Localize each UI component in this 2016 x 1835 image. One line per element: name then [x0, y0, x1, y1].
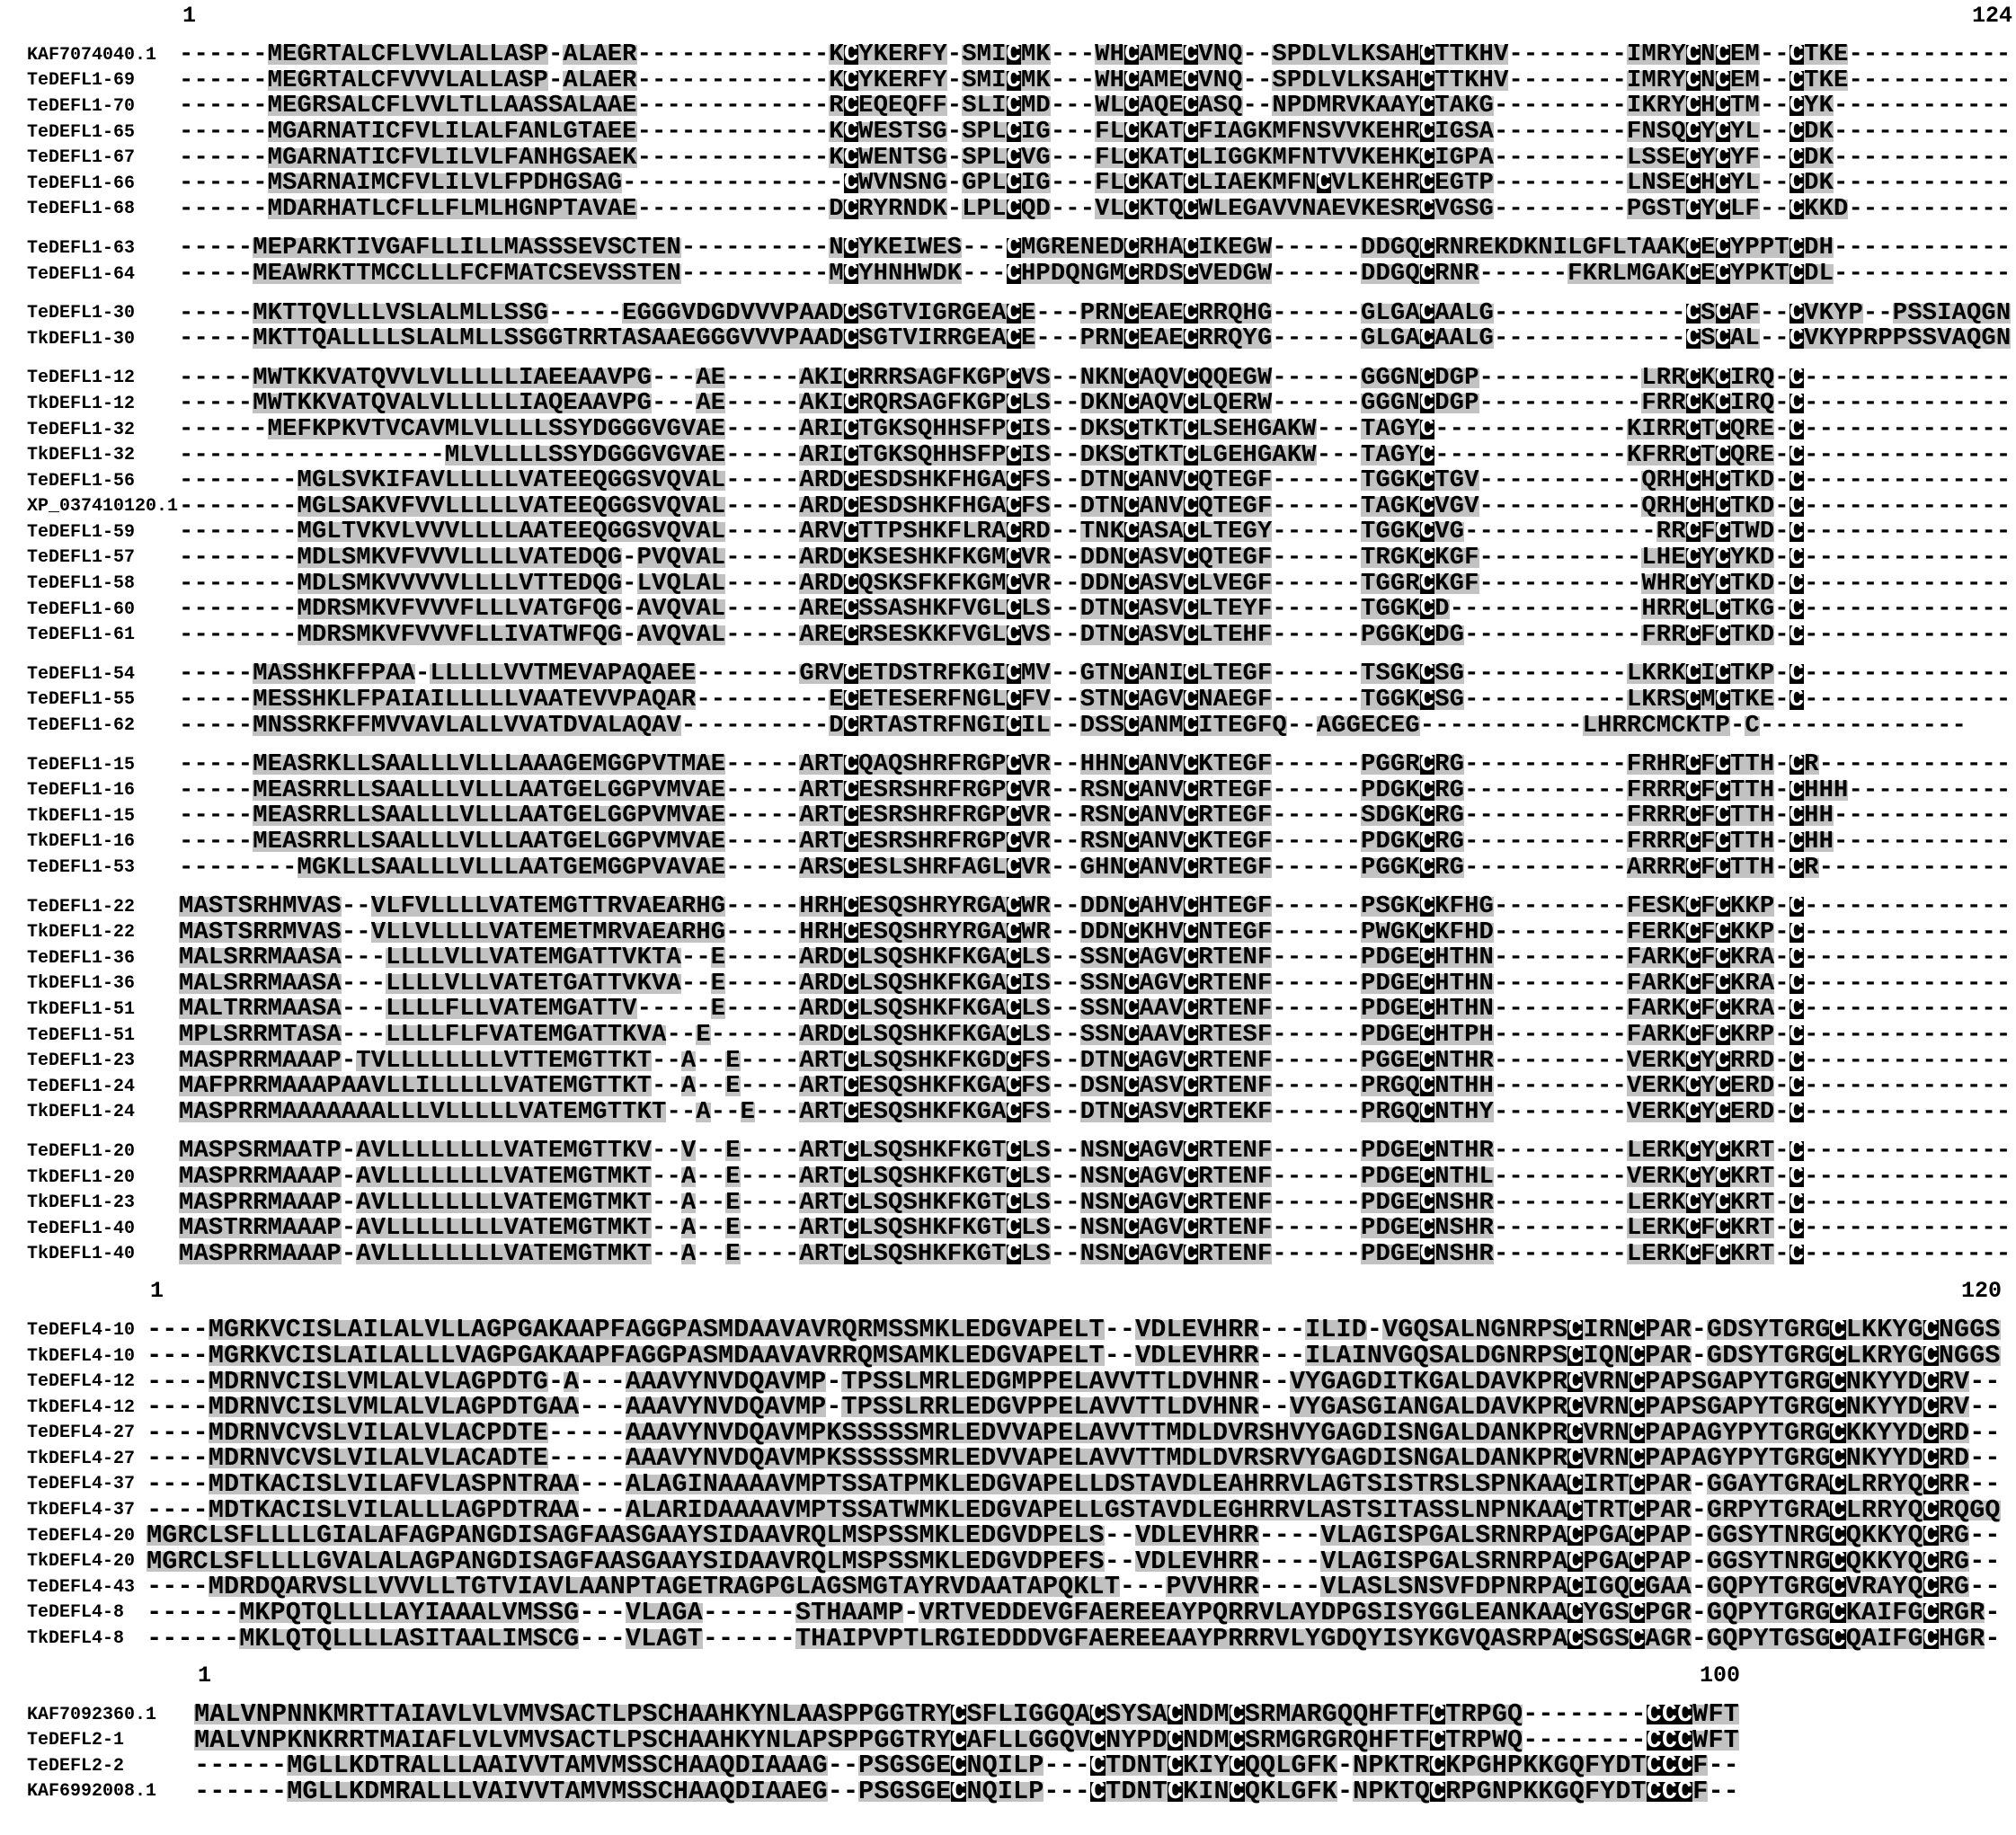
sequence-text: --------MGLSAKVFVVLLLLLVATEEQGGSVQVAL-----ARDCESDSHKFHGACFS--DTNCANVCQTEGF------TAGKCVGV-----------QRHCHCTKD-C-------------- [179, 492, 2012, 520]
sequence-label: TeDEFL1-63 [27, 237, 136, 259]
sequence-text: --------MGLTVKVLVVVLLLLAATEEQGGSVQVAL-----ARVCTTPSHKFLRACRD--TNKCASACLTEGY------TGGKCVG-------------RRCFCTWD-C-------------- [179, 518, 2012, 546]
sequence-label: TkDEFL4-37 [27, 1500, 136, 1521]
sequence-label: TkDEFL1-20 [27, 1166, 136, 1188]
sequence-text: MALTRRMAASA---LLLLFLLVATEMGATTV-----E-----ARDCLSQSHKFKGACLS--SSNCAAVCRTENF------PDGECHTHN---------FARKCFCKRA-C-------------- [179, 995, 2012, 1024]
column-ruler [179, 4, 2012, 29]
sequence-row [0, 997, 2016, 1023]
sequence-text: MASPRRMAAAP-TVLLLLLLLLVTTEMGTTKT--A--E----ARTCLSQSHKFKGDCFS--DTNCAGVCRTENF------PGGECNTHR---------VERKCYCRRD-C-------------- [179, 1046, 2012, 1075]
sequence-label: TeDEFL1-62 [27, 715, 136, 737]
sequence-label: TeDEFL1-57 [27, 547, 136, 569]
sequence-label: TeDEFL1-20 [27, 1140, 136, 1162]
sequence-text: ------MGLLKDTRALLLAAIVVTAMVMSSCHAAQDIAAAG--PSGSGECNQILP---CTDNTCKIYCQQLGFK-NPKTRCKPGHPKKGQFYDTCCCF-- [194, 1751, 1739, 1781]
sequence-label: KAF7074040.1 [27, 44, 157, 66]
sequence-label: TeDEFL1-68 [27, 199, 136, 220]
sequence-label: TkDEFL4-20 [27, 1551, 136, 1573]
sequence-label: TeDEFL1-65 [27, 121, 136, 143]
sequence-text: MGRCLSFLLLLGVALALAGPANGDISAGFAASGAAYSIDAAVRQLMSPSSMKLEDGVDPEFS--VDLEVHRR----VLAGISPGALSRNRPACPGACPAP-GGSYTNRGCQKKYQCRG-- [147, 1546, 2001, 1576]
sequence-text: MASPSRMAATP-AVLLLLLLLLVATEMGTTKV--V--E----ARTCLSQSHKFKGTCLS--NSNCAGVCRTENF------PDGECNTHR---------LERKCYCKRT-C-------------- [179, 1137, 2012, 1166]
sequence-label: TeDEFL1-67 [27, 147, 136, 169]
sequence-row [0, 1574, 2016, 1600]
sequence-text: -----MKTTQVLLLVSLALMLLSSG-----EGGGVDGDVVVPAADCSGTVIGRGEACE---PRNCEAECRRQHG------GLGACAALG-------------CSCAF--CVKYP--PSSIAQGN [179, 298, 2012, 327]
sequence-row [0, 417, 2016, 443]
sequence-label: TeDEFL1-59 [27, 521, 136, 543]
sequence-text: ------------------MLVLLLLSSYDGGGVGVAE-----ARICTGKSQHHSFPCIS--DKSCTKTCLGEHGAKW---TAGYC-------------KFRRCTCQRE-C-------------- [179, 440, 2012, 469]
sequence-row [0, 1239, 2016, 1268]
sequence-group [0, 1699, 2016, 1806]
sequence-label: TeDEFL1-69 [27, 70, 136, 92]
sequence-label: TeDEFL1-24 [27, 1076, 136, 1097]
sequence-row [0, 1343, 2016, 1370]
sequence-label: TeDEFL1-22 [27, 896, 136, 918]
sequence-text: -----MASSHKFFPAA-LLLLLVVTMEVAPAQAEE-------GRVCETDSTRFKGICMV--GTNCANICLTEGF------TSGKCSG-----------LKRKCICTKP-C-------------- [179, 660, 2012, 688]
sequence-row [0, 1074, 2016, 1100]
sequence-row [0, 687, 2016, 714]
sequence-text: ------MEGRTALCFLVVLALLASP-ALAER-------------KCYKERFY-SMICMK---WHCAMECVNQ--SPDLVLKSAHCTTKHV--------IMRYCNCEM--CTKE----------- [179, 40, 2012, 69]
sequence-text: MASTSRRMVAS--VLLVLLLLVATEMETMRVAEARHG-----HRHCESQSHRYRGACWR--DDNCKHVCNTEGF------PWGKCKFHD---------FERKCFCKKP-C-------------- [179, 918, 2012, 946]
sequence-text: --------MDLSMKVFVVVLLLLVATEDQG-PVQVAL-----ARDCKSESHKFKGMCVR--DDNCASVCQTEGF------TRGKCKGF-----------LHECYCYKD-C-------------- [179, 543, 2012, 572]
sequence-row [0, 1392, 2016, 1423]
sequence-label: TeDEFL1-66 [27, 173, 136, 194]
sequence-row [0, 326, 2016, 352]
alignment-block-DEFL1-alignment [0, 4, 2016, 1267]
sequence-row [0, 829, 2016, 855]
alignment-block-DEFL2-alignment [0, 1663, 2016, 1804]
sequence-text: -----MKTTQALLLLSLALMLLSSGGTRRTASAAEGGGVVVPAADCSGTVIRRGEACE---PRNCEAECRRQYG------GLGACAALG-------------CSCAL--CVKYPRPPSSVAQGN [179, 324, 2012, 353]
sequence-label: TeDEFL1-32 [27, 419, 136, 440]
sequence-text: --------MDRSMKVFVVVFLLIVATWFQG-AVQVAL-----ARECRSESKKFVGLCVS--DTNCASVCLTEHF------PGGKCDG------------FRRCFCTKD-C-------------- [179, 620, 2012, 649]
sequence-text: -----MWTKKVATQVALVLLLLLIAQEAAVPG---AE-----AKICRQRSAGFKGPCLS--DKNCAQVCLQERW------GGGNCDGP-----------FRRCKCIRQ-C-------------- [179, 389, 2012, 418]
sequence-text: MASPRRMAAAP-AVLLLLLLLLVATEMGTMKT--A--E----ARTCLSQSHKFKGTCLS--NSNCAGVCRTENF------PDGECNTHL---------VERKCYCKRT-C-------------- [179, 1163, 2012, 1192]
sequence-row [0, 894, 2016, 920]
sequence-row [0, 1468, 2016, 1499]
ruler-end-number: 120 [1960, 1278, 2002, 1305]
sequence-row [0, 1597, 2016, 1627]
sequence-row [0, 1417, 2016, 1448]
sequence-text: ------MEGRTALCFVVVLALLASP-ALAER-------------KCYKERFY-SMICMK---WHCAMECVNQ--SPDLVLKSAHCTTKHV--------IMRYCNCEM--CTKE----------- [179, 66, 2012, 94]
sequence-label: TkDEFL1-16 [27, 831, 136, 853]
sequence-label: TeDEFL1-51 [27, 1024, 136, 1046]
sequence-label: TkDEFL1-30 [27, 328, 136, 350]
sequence-text: ----MGRKVCISLAILALLLVAGPGAKAAPFAGGPASMDAAVAVRRQMSAMKLEDGVAPELT--VDLEVHRR---ILAINVGQSALDGNRPSCIQNCPAR-GDSYTGRGCLKRYGCNGGS [147, 1341, 2001, 1371]
sequence-row [0, 363, 2016, 392]
sequence-row [0, 1623, 2016, 1653]
ruler-end-number: 100 [1699, 1662, 1740, 1689]
sequence-label: TkDEFL1-32 [27, 445, 136, 466]
sequence-label: TkDEFL1-51 [27, 998, 136, 1020]
sequence-text: MASTSRHMVAS--VLFVLLLLVATEMGTTRVAEARHG-----HRHCESQSHRYRGACWR--DDNCAHVCHTEGF------PSGKCKFHG---------FESKCFCKKP-C-------------- [179, 892, 2012, 921]
sequence-label: TeDEFL1-23 [27, 1050, 136, 1072]
sequence-row [0, 93, 2016, 120]
sequence-label: TkDEFL1-24 [27, 1102, 136, 1123]
sequence-text: MASPRRMAAAP-AVLLLLLLLLVATEMGTMKT--A--E----ARTCLSQSHKFKGTCLS--NSNCAGVCRTENF------PDGECNSHR---------LERKCYCKRT-C-------------- [179, 1188, 2012, 1217]
sequence-row [0, 1724, 2016, 1755]
sequence-text: ----MGRKVCISLAILALVLLAGPGAKAAPFAGGPASMDAAVAVRQRMSSMKLEDGVAPELT--VDLEVHRR---ILID-VGQSALNGNRPSCIRNCPAR-GDSYTGRGCLKKYGCNGGS [147, 1315, 2001, 1345]
sequence-text: MALVNPKNKRRTMAIAFLVLVMVSACTLPSCHAAHKYNLAPSPPGGTRYCAFLLGGQVCNYPDCNDMCSRMGRGRQHFTFCTRPWQ--------CCCWFT [194, 1724, 1739, 1755]
column-ruler [194, 1663, 1740, 1689]
sequence-text: -----MEAWRKTTMCCLLLFCFMATCSEVSSTEN----------MCYHNHWDK---CHPDQNGMCRDSCVEDGW------DDGQCRNR------FKRLMGAKCECYPKTCDL------------ [179, 260, 2012, 288]
sequence-text: -----MEASRKLLSAALLLVLLLAAAGEMGGPVTMAE-----ARTCQAQSHRFRGPCVR--HHNCANVCKTEGF------PGGRCRG-----------FRHRCFCTTH-CR------------- [179, 750, 2012, 779]
sequence-text: -----MEASRRLLSAALLLVLLLAATGELGGPVMVAE-----ARTCESRSHRFRGPCVR--RSNCANVCRTEGF------SDGKCRG-----------FRRRCFCTTH-CHH------------ [179, 802, 2012, 830]
sequence-text: ----MDRNVCISLVMLALVLAGPDTG-A---AAAVYNVDQAVMP-TPSSLMRLEDGMPPELAVVTTLDVHNR--VYGAGDITKGALDAVKPRCVRNCPAPSGAPYTGRGCNKYYDCRV-- [147, 1366, 2001, 1396]
sequence-label: TeDEFL4-12 [27, 1371, 136, 1393]
sequence-row [0, 661, 2016, 687]
sequence-label: TkDEFL4-8 [27, 1628, 125, 1650]
sequence-row [0, 1097, 2016, 1126]
sequence-row [0, 391, 2016, 417]
column-ruler [147, 1279, 2002, 1304]
sequence-group [0, 235, 2016, 287]
sequence-text: -----MEPARKTIVGAFLLILLMASSSEVSCTEN----------NCYKEIWES---CMGRENEDCRHACIKEGW------DDGQCRNREKDKNILGFLTAAKCECYPPTCDH------------ [179, 234, 2012, 262]
sequence-text: ------MDARHATLCFLLFLMLHGNPTAVAE-------------DCRYRNDK-LPLCQD---VLCKTQCWLEGAVVNAEVKESRCVGSG---------PGSTCYCLF--CKKD----------- [179, 194, 2012, 223]
sequence-row [0, 171, 2016, 197]
sequence-group [0, 363, 2016, 649]
sequence-label: TeDEFL1-56 [27, 470, 136, 492]
sequence-row [0, 1494, 2016, 1525]
sequence-label: TeDEFL1-12 [27, 368, 136, 389]
sequence-label: TeDEFL1-55 [27, 689, 136, 711]
sequence-label: TeDEFL4-37 [27, 1474, 136, 1495]
sequence-label: TeDEFL2-2 [27, 1755, 125, 1777]
sequence-row [0, 803, 2016, 829]
sequence-row [0, 597, 2016, 623]
sequence-label: TkDEFL1-22 [27, 922, 136, 944]
sequence-text: ------MGARNATICFVLILVLFANHGSAEK-------------KCWENTSG-SPLCVG---FLCKATCLIGGKMFNTVVKEHKCIGPA---------LSSECYCYF--CDK------------ [179, 143, 2012, 172]
sequence-text: ----MDRNVCVSLVILALVLACADTE-----AAAVYNVDQAVMPKSSSSSMRLEDVVAPELAVVTTMDLDVRSRVYGAGDISNGALDANKPRCVRNCPAPAGYPYTGRGCNKYYDCRD-- [147, 1443, 2001, 1474]
sequence-label: TeDEFL1-40 [27, 1218, 136, 1239]
sequence-label: TeDEFL1-58 [27, 573, 136, 595]
sequence-text: MALSRRMAASA---LLLLVLLVATEMGATTVKTA--E-----ARDCLSQSHKFKGACLS--SSNCAGVCRTENF------PDGECHTHN---------FARKCFCKRA-C-------------- [179, 944, 2012, 972]
sequence-row [0, 1699, 2016, 1730]
sequence-label: TkDEFL4-12 [27, 1396, 136, 1418]
sequence-text: MGRCLSFLLLLGIALAFAGPANGDISAGFAASGAAYSIDAAVRQLMSPSSMKLEDGVDPELS--VDLEVHRR----VLAGISPGALSRNRPACPGACPAP-GGSYTNRGCQKKYQCRG-- [147, 1520, 2001, 1551]
sequence-label: TkDEFL1-12 [27, 393, 136, 414]
sequence-row [0, 1366, 2016, 1396]
sequence-label: TeDEFL1-61 [27, 625, 136, 646]
sequence-row [0, 1190, 2016, 1216]
sequence-row [0, 1753, 2016, 1779]
sequence-row [0, 519, 2016, 545]
sequence-label: TeDEFL1-60 [27, 598, 136, 620]
sequence-text: --------MDRSMKVFVVVFLLLVATGFQG-AVQVAL-----ARECSSASHKFVGLCLS--DTNCASVCLTEYF------TGGKCD-------------HRRCLCTKG-C-------------- [179, 595, 2012, 624]
sequence-text: ----MDTKACISLVILALLLAGPDTRAA---ALARIDAAAAVMPTSSATWMKLEDGVAPELLGSTAVDLEGHRRVLASTSITASSLNPNKAACTRTCPAR-GRPYTGRACLRRYQCRQGQ [147, 1494, 2001, 1525]
sequence-label: TkDEFL1-36 [27, 973, 136, 995]
sequence-row [0, 919, 2016, 945]
sequence-text: ----MDRNVCISLVMLALVLAGPDTGAA---AAAVYNVDQAVMP-TPSSLRRLEDGVPPELAVVTTLDVHNR--VYGASGIANGALDAVKPRCVRNCPAPSGAPYTGRGCNKYYDCRV-- [147, 1392, 2001, 1423]
sequence-label: TeDEFL4-27 [27, 1423, 136, 1444]
sequence-group [0, 752, 2016, 881]
sequence-group [0, 894, 2016, 1125]
sequence-label: TeDEFL4-20 [27, 1525, 136, 1547]
sequence-text: --------MGKLLSAALLLVLLLAATGEMGGPVAVAE-----ARSCESLSHRFAGLCVR--GHNCANVCRTEGF------PGGKCRG-----------ARRRCFCTTH-CR------------- [179, 853, 2012, 882]
sequence-label: TeDEFL2-1 [27, 1730, 125, 1751]
sequence-row [0, 1216, 2016, 1242]
sequence-row [0, 262, 2016, 288]
sequence-text: --------MDLSMKVVVVVLLLLVTTEDQG-LVQLAL-----ARDCQSKSFKFKGMCVR--DDNCASVCLVEGF------TGGRCKGF-----------WHRCYCTKD-C-------------- [179, 569, 2012, 598]
sequence-label: TkDEFL1-15 [27, 805, 136, 827]
sequence-row [0, 622, 2016, 648]
sequence-label: TeDEFL1-36 [27, 947, 136, 969]
ruler-start-number: 1 [198, 1662, 212, 1689]
sequence-label: TeDEFL1-53 [27, 857, 136, 879]
sequence-row [0, 1548, 2016, 1574]
sequence-label: TkDEFL1-23 [27, 1192, 136, 1214]
sequence-text: ----MDTKACISLVILAFVLASPNTRAA---ALAGINAAAAVMPTSSATPMKLEDGVAPELLDSTAVDLEAHRRVLAGTSISTRSLSPNKAACIRTCPAR-GGAYTGRACLRRYQCRR-- [147, 1468, 2001, 1499]
sequence-row [0, 545, 2016, 572]
sequence-text: -----MWTKKVATQVVLVLLLLLIAEEAAVPG---AE-----AKICRRRSAGFKGPCVS--NKNCAQVCQQEGW------GGGNCDGP-----------LRRCKCIRQ-C-------------- [179, 363, 2012, 392]
alignment-block-DEFL4-alignment [0, 1279, 2016, 1652]
sequence-text: MASTRRMAAAP-AVLLLLLLLLVATEMGTMKT--A--E----ARTCLSQSHKFKGTCLS--NSNCAGVCRTENF------PDGECNSHR---------LERKCFCKRT-C-------------- [179, 1214, 2012, 1243]
sequence-text: ------MEGRSALCFLVVLTLLAASSALAAE-------------RCEQEQFF-SLICMD---WLCAQECASQ--NPDMRVKAAYCTAKG---------IKRYCHCTM--CYK------------ [179, 92, 2012, 120]
sequence-row [0, 235, 2016, 262]
sequence-text: ------MGARNATICFVLILALFANLGTAEE-------------KCWESTSG-SPLCIG---FLCKATCFIAGKMFNSVVKEHRCIGSA---------FNSQCYCYL--CDK------------ [179, 118, 2012, 146]
sequence-label: TeDEFL1-16 [27, 780, 136, 802]
sequence-row [0, 1520, 2016, 1551]
sequence-text: ----MDRNVCVSLVILALVLACPDTE-----AAAVYNVDQAVMPKSSSSSMRLEDVVAPELAVVTTMDLDVRSHVYGAGDISNGALDANKPRCVRNCPAPAGYPYTGRGCKKYYDCRD-- [147, 1417, 2001, 1448]
sequence-row [0, 1139, 2016, 1165]
sequence-row [0, 971, 2016, 997]
sequence-row [0, 1317, 2016, 1343]
sequence-row [0, 855, 2016, 881]
sequence-row [0, 1165, 2016, 1191]
sequence-text: ------MEFKPKVTVCAVMLVLLLLSSYDGGGVGVAE-----ARICTGKSQHHSFPCIS--DKSCTKTCLSEHGAKW---TAGYC-------------KIRRCTCQRE-C-------------- [179, 415, 2012, 444]
sequence-row [0, 1023, 2016, 1049]
sequence-row [0, 494, 2016, 520]
sequence-text: -----MEASRRLLSAALLLVLLLAATGELGGPVMVAE-----ARTCESRSHRFRGPCVR--RSNCANVCKTEGF------PDGKCRG-----------FRRRCFCTTH-CHH------------ [179, 827, 2012, 855]
sequence-row [0, 752, 2016, 778]
sequence-label: TeDEFL4-43 [27, 1576, 136, 1598]
sequence-group [0, 1139, 2016, 1267]
sequence-label: TeDEFL1-70 [27, 95, 136, 117]
sequence-label: TeDEFL4-8 [27, 1602, 125, 1624]
sequence-row [0, 442, 2016, 468]
ruler-end-number: 124 [1971, 3, 2012, 29]
sequence-label: TkDEFL4-27 [27, 1448, 136, 1469]
sequence-row [0, 68, 2016, 94]
sequence-label: TeDEFL1-15 [27, 754, 136, 776]
sequence-text: MASPRRMAAAAAAALLLVLLLLLVATEMGTTKT--A--E---ARTCESQSHKFKGACFS--DTNCASVCRTEKF------PRGQCNTHY---------VERKCYCERD-C-------------- [179, 1097, 2012, 1126]
sequence-row [0, 713, 2016, 739]
sequence-label: TkDEFL1-40 [27, 1244, 136, 1265]
sequence-text: MASPRRMAAAP-AVLLLLLLLLVATEMGTMKT--A--E----ARTCLSQSHKFKGTCLS--NSNCAGVCRTENF------PDGECNSHR---------LERKCFCKRT-C-------------- [179, 1239, 2012, 1268]
sequence-text: MPLSRRMTASA---LLLLFLFVATEMGATTKVA--E------ARDCLSQSHKFKGACLS--SSNCAAVCRTESF------PDGECHTPH---------FARKCFCKRP-C-------------- [179, 1021, 2012, 1050]
sequence-row [0, 42, 2016, 68]
sequence-row [0, 300, 2016, 326]
sequence-text: ------MGLLKDMRALLLVAIVVTAMVMSSCHAAQDIAAEG--PSGSGECNQILP---CTDNTCKINCQKLGFK-NPKTQCRPGNPKKGQFYDTCCCF-- [194, 1776, 1739, 1806]
sequence-text: MALSRRMAASA---LLLLVLLVATETGATTVKVA--E-----ARDCLSQSHKFKGACIS--SSNCAGVCRTENF------PDGECHTHN---------FARKCFCKRA-C-------------- [179, 969, 2012, 997]
sequence-text: ------MSARNAIMCFVLILVLFPDHGSAG---------------CWVNSNG-GPLCIG---FLCKATCLIAEKMFNCVLKEHRCEGTP---------LNSECHCYL--CDK------------ [179, 169, 2012, 198]
ruler-start-number: 1 [182, 3, 197, 29]
sequence-row [0, 194, 2016, 223]
sequence-text: ------MKPQTQLLLLAYIAAALVMSSG---VLAGA------STHAAMP-VRTVEDDEVGFAEREEAYPQRRVLAYDPGSISYGGLEANKAACYGSCPGR-GQPYTGRGCKAIFGCRGR- [147, 1597, 2001, 1627]
sequence-row [0, 571, 2016, 597]
sequence-text: -----MNSSRKFFMVVAVLALLVVATDVALAQAV----------DCRTASTRFNGICIL--DSSCANMCITEGFQ--AGGECEG-----------LHRRCMCKTP-C-------------- [179, 711, 1967, 740]
sequence-text: MALVNPNNKMRTTAIAVLVLVMVSACTLPSCHAAHKYNLAASPPGGTRYCSFLIGGQACSYSACNDMCSRMARGQQHFTFCTRPGQ--------CCCWFT [194, 1699, 1739, 1730]
sequence-row [0, 1776, 2016, 1806]
sequence-label: TeDEFL1-64 [27, 263, 136, 285]
sequence-label: TeDEFL4-10 [27, 1319, 136, 1341]
sequence-row [0, 777, 2016, 803]
sequence-label: TkDEFL4-10 [27, 1345, 136, 1367]
sequence-label: TeDEFL1-30 [27, 303, 136, 324]
sequence-text: MAFPRRMAAAPAAVLLILLLLLVATEMGTTKT--A--E----ARTCESQSHKFKGACFS--DSNCASVCRTENF------PRGQCNTHH---------VERKCYCERD-C-------------- [179, 1072, 2012, 1101]
sequence-row [0, 1443, 2016, 1474]
sequence-row [0, 1048, 2016, 1074]
sequence-group [0, 42, 2016, 222]
sequence-row [0, 468, 2016, 494]
sequence-text: ----MDRDQARVSLLVVVLLTGTVIAVLAANPTAGETRAGPGLAGSMGTAYRVDAATAPQKLT---PVVHRR----VLASLSNSVFDPNRPACIGQCGAA-GQPYTGRGCVRAYQCRG-- [147, 1572, 2001, 1602]
sequence-group [0, 661, 2016, 739]
sequence-text: --------MGLSVKIFAVLLLLLVATEEQGGSVQVAL-----ARDCESDSHKFHGACFS--DTNCANVCQTEGF------TGGKCTGV-----------QRHCHCTKD-C-------------- [179, 466, 2012, 495]
sequence-text: -----MESSHKLFPAIAILLLLLVAATEVVPAQAR---------ECETESERFNGLCFV--STNCAGVCNAEGF------TGGKCSG-----------LKRSCMCTKE-C-------------- [179, 685, 2012, 714]
sequence-row [0, 120, 2016, 146]
sequence-row [0, 945, 2016, 971]
ruler-start-number: 1 [150, 1278, 164, 1305]
sequence-group [0, 1317, 2016, 1652]
sequence-row [0, 145, 2016, 171]
sequence-group [0, 300, 2016, 351]
sequence-text: -----MEASRRLLSAALLLVLLLAATGELGGPVMVAE-----ARTCESRSHRFRGPCVR--RSNCANVCRTEGF------PDGKCRG-----------FRRRCFCTTH-CHHH----------- [179, 776, 2012, 804]
sequence-label: KAF7092360.1 [27, 1704, 157, 1725]
sequence-text: ------MKLQTQLLLLASITAALIMSCG---VLAGT------THAIPVPTLRGIEDDDVGFAEREEAAYPRRRVLYGDQYISYKGVQASRPACSGSCAGR-GQPYTGSGCQAIFGCHGR- [147, 1623, 2001, 1653]
sequence-label: TeDEFL1-54 [27, 663, 136, 685]
sequence-label: KAF6992008.1 [27, 1781, 157, 1803]
sequence-label: XP_037410120.1 [27, 496, 179, 518]
